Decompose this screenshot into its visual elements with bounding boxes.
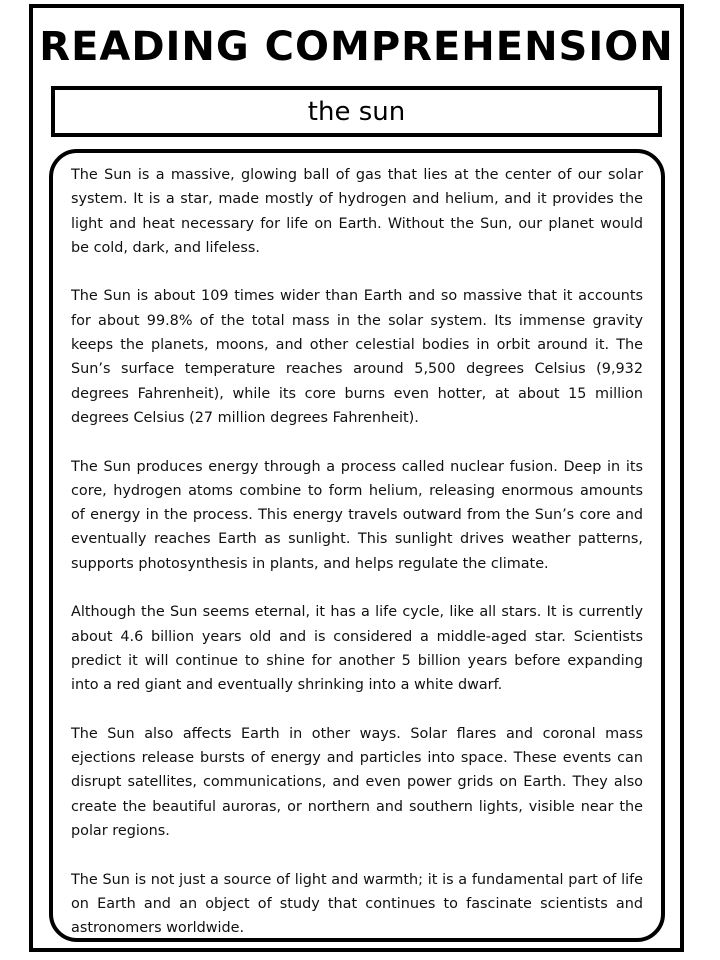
- reading-passage: [49, 149, 665, 942]
- topic-label: the sun: [307, 96, 406, 127]
- passage-paragraph-2: The Sun is about 109 times wider than Earth and so massive that it accounts for about 99.8% of the total mass in the solar system. Its immense gravity keeps the planets, moons, and other celestial bodies in orbit around it. The Sun’s surface temperature reaches around 5,500 degrees Celsius (9,932 degrees Fahrenheit), while its core burns even hotter, at about 15 million degrees Celsius (27 million degrees Fahrenheit).: [71, 288, 643, 426]
- passage-paragraph-5: The Sun also affects Earth in other ways. Solar flares and coronal mass ejections release bursts of energy and particles into space. These events can disrupt satellites, communications, and even power grids on Earth. They also create the beautiful auroras, or northern and southern lights, visible near the polar regions.: [71, 725, 643, 840]
- worksheet-page: [29, 4, 684, 952]
- passage-paragraph-1: The Sun is a massive, glowing ball of gas that lies at the center of our solar system. It is a star, made mostly of hydrogen and helium, and it provides the light and heat necessary for life on Earth. Without the Sun, our planet would be cold, dark, and lifeless.: [71, 167, 643, 256]
- worksheet-title: READING COMPREHENSION: [39, 24, 674, 70]
- topic-box: [51, 86, 662, 137]
- passage-paragraph-6: The Sun is not just a source of light and warmth; it is a fundamental part of life on Earth and an object of study that continues to fascinate scientists and astronomers worldwide.: [71, 871, 643, 937]
- passage-paragraph-3: The Sun produces energy through a process called nuclear fusion. Deep in its core, hydrogen atoms combine to form helium, releasing enormous amounts of energy in the process. This energy travels outward from the Sun’s core and eventually reaches Earth as sunlight. This sunlight drives weather patterns, supports photosynthesis in plants, and helps regulate the climate.: [71, 458, 643, 572]
- passage-paragraph-4: Although the Sun seems eternal, it has a life cycle, like all stars. It is currently about 4.6 billion years old and is considered a middle-aged star. Scientists predict it will continue to shine for another 5 billion years before expanding into a red giant and eventually shrinking into a white dwarf.: [71, 604, 643, 694]
